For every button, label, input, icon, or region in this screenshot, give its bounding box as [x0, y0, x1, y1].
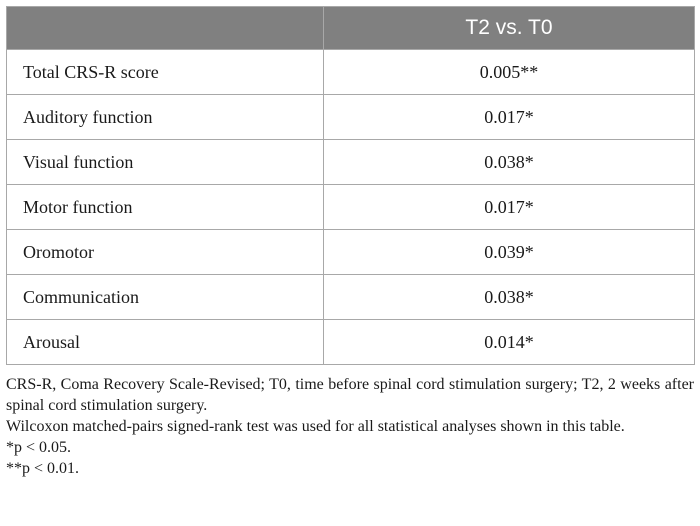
- header-empty-cell: [7, 7, 324, 50]
- row-value: 0.017*: [324, 185, 695, 230]
- row-value: 0.038*: [324, 140, 695, 185]
- row-label: Total CRS-R score: [7, 50, 324, 95]
- footnote-abbreviations: CRS-R, Coma Recovery Scale-Revised; T0, time before spinal cord stimulation surgery; T2, 2 weeks after spinal cord stimulation surgery.: [6, 376, 694, 414]
- row-value: 0.014*: [324, 320, 695, 365]
- row-label: Motor function: [7, 185, 324, 230]
- header-comparison-cell: T2 vs. T0: [324, 7, 695, 50]
- table-row: [7, 320, 695, 365]
- footnote-method: Wilcoxon matched-pairs signed-rank test was used for all statistical analyses shown in this table.: [6, 418, 625, 435]
- row-value: 0.005**: [324, 50, 695, 95]
- row-value: 0.017*: [324, 95, 695, 140]
- table-header-row: [7, 7, 695, 50]
- results-table-container: [6, 6, 695, 365]
- row-label: Oromotor: [7, 230, 324, 275]
- row-value: 0.039*: [324, 230, 695, 275]
- row-value: 0.038*: [324, 275, 695, 320]
- table-row: [7, 95, 695, 140]
- row-label: Arousal: [7, 320, 324, 365]
- row-label: Communication: [7, 275, 324, 320]
- footnote-significance-001: **p < 0.01.: [6, 460, 80, 477]
- row-label: Auditory function: [7, 95, 324, 140]
- results-table: [6, 6, 695, 365]
- table-footnotes: [6, 374, 694, 479]
- footnote-significance-005: *p < 0.05.: [6, 439, 72, 456]
- row-label: Visual function: [7, 140, 324, 185]
- table-row: [7, 50, 695, 95]
- table-row: [7, 185, 695, 230]
- table-row: [7, 230, 695, 275]
- table-row: [7, 140, 695, 185]
- table-row: [7, 275, 695, 320]
